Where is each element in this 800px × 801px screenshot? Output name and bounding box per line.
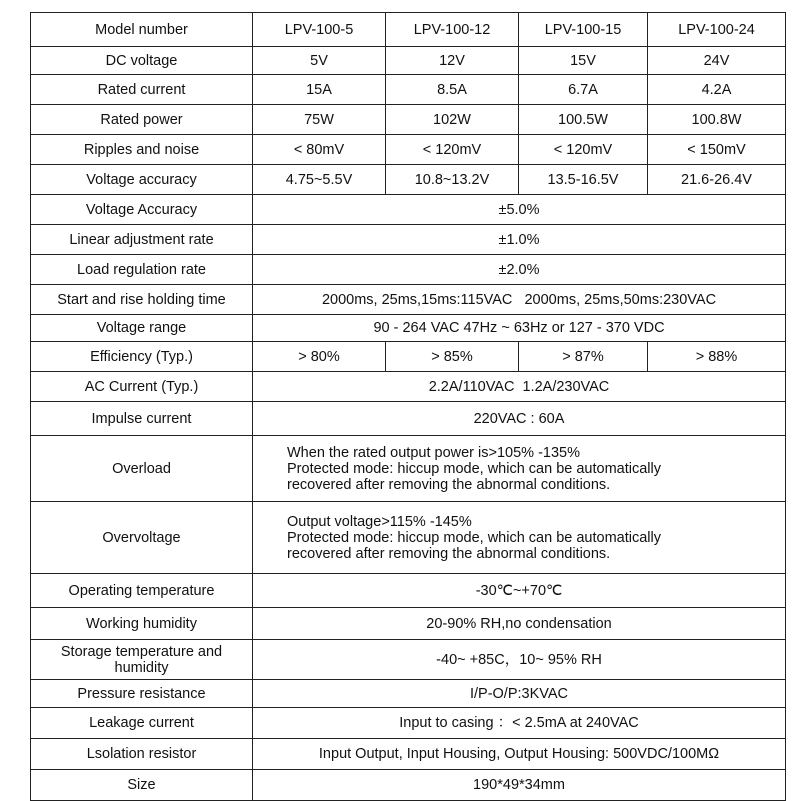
value-cell: 10.8~13.2V xyxy=(386,165,519,195)
row-label: Overvoltage xyxy=(31,502,253,574)
value-cell: 5V xyxy=(253,47,386,75)
table-header-row xyxy=(31,13,786,47)
value-cell: 12V xyxy=(386,47,519,75)
row-label: Overload xyxy=(31,436,253,502)
model-header-cell xyxy=(648,13,786,47)
table-row xyxy=(31,770,786,801)
table-row xyxy=(31,225,786,255)
row-label-line: humidity xyxy=(114,659,169,676)
overload-line: recovered after removing the abnormal conditions. xyxy=(287,476,611,493)
row-label: Operating temperature xyxy=(31,574,253,608)
table-row xyxy=(31,739,786,770)
value-cell: 90 - 264 VAC 47Hz ~ 63Hz or 127 - 370 VDC xyxy=(253,315,786,342)
value-cell: 100.8W xyxy=(648,105,786,135)
table-row xyxy=(31,680,786,708)
value-cell: Input Output, Input Housing, Output Housing: 500VDC/100MΩ xyxy=(253,739,786,770)
value-cell: 15V xyxy=(519,47,648,75)
value-cell: 102W xyxy=(386,105,519,135)
table-row xyxy=(31,285,786,315)
value-cell: -30℃~+70℃ xyxy=(253,574,786,608)
value-cell: 190*49*34mm xyxy=(253,770,786,801)
row-label: Size xyxy=(31,770,253,801)
table-row xyxy=(31,195,786,225)
row-label: Working humidity xyxy=(31,608,253,640)
value-cell: 2000ms, 25ms,15ms:115VAC 2000ms, 25ms,50ms:230VAC xyxy=(253,285,786,315)
value-cell: < 120mV xyxy=(519,135,648,165)
model-number-label: Model number xyxy=(95,21,188,38)
table-row xyxy=(31,608,786,640)
value-cell: 220VAC : 60A xyxy=(253,402,786,436)
value-cell: 2.2A/110VAC 1.2A/230VAC xyxy=(253,372,786,402)
row-label: Rated current xyxy=(31,75,253,105)
value-cell: 75W xyxy=(253,105,386,135)
overvoltage-line: recovered after removing the abnormal conditions. xyxy=(287,545,611,562)
spec-table xyxy=(30,12,786,801)
value-cell: > 88% xyxy=(648,342,786,372)
value-cell: 8.5A xyxy=(386,75,519,105)
row-label: Lsolation resistor xyxy=(31,739,253,770)
row-label: DC voltage xyxy=(31,47,253,75)
row-label: AC Current (Typ.) xyxy=(31,372,253,402)
row-label: Leakage current xyxy=(31,708,253,739)
overvoltage-line: Output voltage>115% -145% xyxy=(287,513,472,530)
value-cell: 20-90% RH,no condensation xyxy=(253,608,786,640)
value-cell: I/P-O/P:3KVAC xyxy=(253,680,786,708)
row-label: Voltage Accuracy xyxy=(31,195,253,225)
value-cell: -40~ +85C，10~ 95% RH xyxy=(253,640,786,680)
row-label: Voltage range xyxy=(31,315,253,342)
value-cell: 13.5-16.5V xyxy=(519,165,648,195)
value-cell: 24V xyxy=(648,47,786,75)
value-cell: > 87% xyxy=(519,342,648,372)
value-cell: 21.6-26.4V xyxy=(648,165,786,195)
model-header-cell xyxy=(386,13,519,47)
table-row xyxy=(31,47,786,75)
model-name: LPV-100-24 xyxy=(678,21,755,38)
row-label: Impulse current xyxy=(31,402,253,436)
table-row xyxy=(31,574,786,608)
row-label: Rated power xyxy=(31,105,253,135)
value-cell: 100.5W xyxy=(519,105,648,135)
table-row xyxy=(31,640,786,680)
value-cell: < 150mV xyxy=(648,135,786,165)
overload-line: When the rated output power is>105% -135% xyxy=(287,444,581,461)
value-cell: Input to casing ：< 2.5mA at 240VAC xyxy=(253,708,786,739)
value-cell: 6.7A xyxy=(519,75,648,105)
value-cell: < 80mV xyxy=(253,135,386,165)
value-cell: ±1.0% xyxy=(253,225,786,255)
overload-line: Protected mode: hiccup mode, which can be automatically xyxy=(287,460,661,477)
value-cell: 15A xyxy=(253,75,386,105)
model-header-cell xyxy=(253,13,386,47)
row-label: Voltage accuracy xyxy=(31,165,253,195)
table-row xyxy=(31,708,786,739)
row-label: Start and rise holding time xyxy=(31,285,253,315)
table-row xyxy=(31,372,786,402)
value-cell xyxy=(253,502,786,574)
table-row xyxy=(31,105,786,135)
row-label: Efficiency (Typ.) xyxy=(31,342,253,372)
value-cell: ±5.0% xyxy=(253,195,786,225)
value-cell: 4.75~5.5V xyxy=(253,165,386,195)
row-label: Ripples and noise xyxy=(31,135,253,165)
table-row xyxy=(31,255,786,285)
table-row xyxy=(31,135,786,165)
table-row xyxy=(31,315,786,342)
table-row xyxy=(31,402,786,436)
value-cell: > 85% xyxy=(386,342,519,372)
value-cell: < 120mV xyxy=(386,135,519,165)
model-name: LPV-100-5 xyxy=(284,21,354,38)
table-row xyxy=(31,436,786,502)
overvoltage-line: Protected mode: hiccup mode, which can be automatically xyxy=(287,529,661,546)
value-cell: > 80% xyxy=(253,342,386,372)
table-row xyxy=(31,342,786,372)
value-cell: ±2.0% xyxy=(253,255,786,285)
row-label: Load regulation rate xyxy=(31,255,253,285)
table-row xyxy=(31,75,786,105)
row-label xyxy=(31,640,253,680)
table-row xyxy=(31,165,786,195)
value-cell xyxy=(253,436,786,502)
model-name: LPV-100-12 xyxy=(413,21,491,38)
value-cell: 4.2A xyxy=(648,75,786,105)
model-name: LPV-100-15 xyxy=(544,21,622,38)
row-label-line: Storage temperature and xyxy=(60,643,223,660)
model-header-cell xyxy=(519,13,648,47)
row-label: Linear adjustment rate xyxy=(31,225,253,255)
table-row xyxy=(31,502,786,574)
row-label: Pressure resistance xyxy=(31,680,253,708)
header-label xyxy=(31,13,253,47)
